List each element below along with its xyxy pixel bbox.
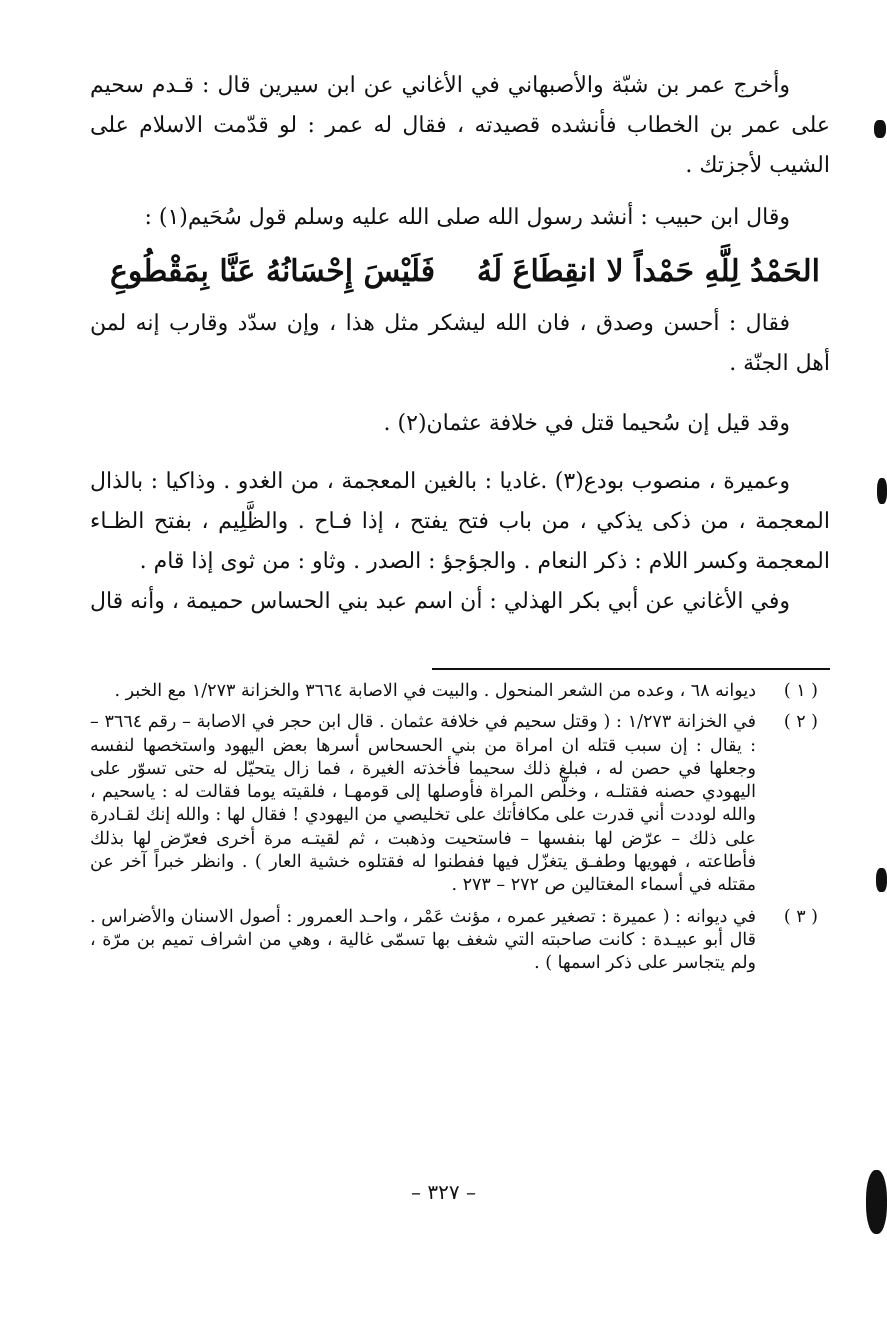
footnote-separator [432,668,830,670]
verse-second-hemistich: فَلَيْسَ إِحْسَانُهُ عَنَّا بِمَقْطُوعِ [110,254,436,289]
footnote [90,906,830,976]
footnotes [90,680,830,984]
footnote-text: في الخزانة ١/٢٧٣ : ( وقتل سحيم في خلافة عثمان . قال ابن حجر في الاصابة – رقم ٣٦٦٤ – : يقال : إن سبب قتله ان امراة من بني الحسحاس أسرها بعض اليهود واستخصها لنفسه وجعلها في حصن له ، فبلغ ذلك سحيما فأخذته الغيرة ، فما زال يتحيّل له حتى تسوّر على اليهودي حصنه فقتلـه ، وخلّص المراة فأوصلها إلى قومهـا ، فلقيته يوما فقالت له : ياسحيم ، والله لوددت أني قدرت على مكافأتك على تخليصي من اليهودي ! فقال لها : والله إنك لقـادرة على ذلك – عرّض لها بنفسها – فاستحيت وذهبت ، ثم لقيتـه مرة أخرى فعرّض لها بذلك فأطاعته ، فهويها وطفـق يتغزّل فيها ففطنوا له فقتلوه خشية العار ) . وانظر خبراً آخر عن مقتله في أسماء المغتالين ص ٢٧٢ – ٢٧٣ . [90,712,756,896]
footnote-text: ديوانه ٦٨ ، وعده من الشعر المنحول . والبيت في الاصابة ٣٦٦٤ والخزانة ١/٢٧٣ مع الخبر . [114,681,756,701]
paragraph: وفي الأغاني عن أبي بكر الهذلي : أن اسم عبد بني الحساس حميمة ، وأنه قال [89,589,790,614]
paragraph: وقد قيل إن سُحيما قتل في خلافة عثمان(٢) . [383,411,790,436]
scan-mark [877,478,887,504]
paragraph: وعميرة ، منصوب بودع(٣) .غاديا : بالغين المعجمة ، من الغدو . وذاكيا : بالذال المعجمة ، من ذكى يذكي ، من باب فتح يفتح ، إذا فـاح . والظَّلِيم ، بفتح الظـاء المعجمة وكسر اللام : ذكر النعام . والجؤجؤ : الصدر . وثاو : من ثوى إذا قام . [90,469,830,574]
scan-mark [874,120,886,138]
footnote [90,680,830,703]
main-text [90,66,830,622]
verse-first-hemistich: الحَمْدُ لِلَّهِ حَمْداً لا انقِطَاعَ لَهُ [476,254,820,289]
page-number: – ٣٢٧ – [411,1180,476,1204]
scan-mark [876,868,887,892]
poetry-verse [90,244,830,300]
footnote-number: ( ١ ) [783,681,818,701]
paragraph: وقال ابن حبيب : أنشد رسول الله صلى الله عليه وسلم قول سُحَيم(١) : [144,205,790,230]
scan-mark [866,1170,887,1234]
footnote-number: ( ٢ ) [783,712,818,733]
footnote-number: ( ٣ ) [783,906,818,927]
paragraph: وأخرج عمر بن شبّة والأصبهاني في الأغاني عن ابن سيرين قال : قـدم سحيم على عمر بن الخطاب فأنشده قصيدته ، فقال له عمر : لو قدّمت الاسلام على الشيب لأجزتك . [90,73,830,178]
footnote [90,711,830,897]
paragraph: فقال : أحسن وصدق ، فان الله ليشكر مثل هذا ، وإن سدّد وقارب إنه لمن أهل الجنّة . [90,311,830,376]
footnote-text: في ديوانه : ( عميرة : تصغير عمره ، مؤنث عَمْر ، واحـد العمرور : أصول الاسنان والأضراس . قال أبو عبيـدة : كانت صاحبته التي شغف بها تسمّى غالية ، وهي من اشراف تميم بن مرّة ، ولم يتجاسر على ذكر اسمها ) . [90,906,756,974]
